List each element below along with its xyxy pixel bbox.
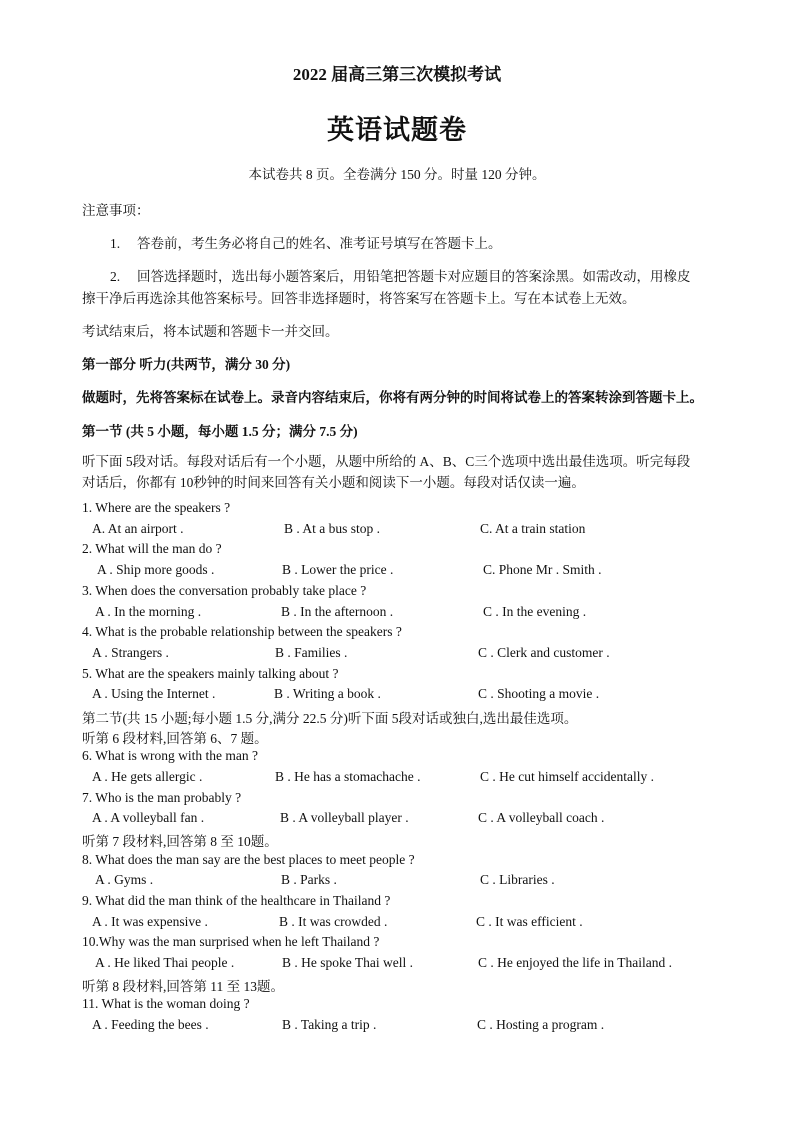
note-item-1: 1. 答卷前，考生务必将自己的姓名、准考证号填写在答题卡上。: [110, 236, 502, 251]
question-3-option-c: C . In the evening .: [483, 604, 587, 619]
material-6-instruction: 听第 6 段材料,回答第 6、7 题。: [82, 731, 268, 746]
question-11: 11. What is the woman doing ?: [82, 996, 250, 1011]
question-1: 1. Where are the speakers ?: [82, 500, 231, 515]
question-6: 6. What is wrong with the man ?: [82, 748, 258, 763]
question-5-option-a: A . Using the Internet .: [92, 686, 216, 701]
question-11-option-b: B . Taking a trip .: [282, 1017, 377, 1032]
question-9-option-b: B . It was crowded .: [279, 914, 388, 929]
notes-end: 考试结束后，将本试题和答题卡一并交回。: [82, 324, 339, 339]
question-9-option-c: C . It was efficient .: [476, 914, 583, 929]
note-item-2-line-2: 擦干净后再选涂其他答案标号。回答非选择题时，将答案写在答题卡上。写在本试卷上无效。: [82, 291, 636, 306]
question-10-option-a: A . He liked Thai people .: [95, 955, 235, 970]
question-4-option-c: C . Clerk and customer .: [478, 645, 610, 660]
question-8: 8. What does the man say are the best places to meet people ?: [82, 852, 415, 867]
notes-heading: 注意事项：: [82, 203, 150, 218]
question-10: 10.Why was the man surprised when he left Thailand ?: [82, 934, 380, 949]
exam-title: 2022 届高三第三次模拟考试: [292, 65, 502, 84]
question-10-option-b: B . He spoke Thai well .: [282, 955, 413, 970]
question-8-option-a: A . Gyms .: [95, 872, 154, 887]
question-1-option-c: C. At a train station: [480, 521, 586, 536]
question-11-option-a: A . Feeding the bees .: [92, 1017, 209, 1032]
question-7-option-a: A . A volleyball fan .: [92, 810, 205, 825]
section1-desc-line-1: 听下面 5段对话。每段对话后有一个小题，从题中所给的 A、B、C三个选项中选出最佳选项。听完每段: [82, 454, 691, 469]
question-6-option-b: B . He has a stomachache .: [275, 769, 421, 784]
note-item-2-line-1: 2. 回答选择题时，选出每小题答案后，用铅笔把答题卡对应题目的答案涂黑。如需改动，用橡皮: [110, 269, 691, 284]
material-8-instruction: 听第 8 段材料,回答第 11 至 13题。: [82, 979, 284, 994]
question-7: 7. Who is the man probably ?: [82, 790, 242, 805]
section2-heading: 第二节(共 15 小题;每小题 1.5 分,满分 22.5 分)听下面 5段对话或独白,选出最佳选项。: [82, 711, 578, 726]
question-5-option-b: B . Writing a book .: [274, 686, 381, 701]
question-5-option-c: C . Shooting a movie .: [478, 686, 600, 701]
question-6-option-c: C . He cut himself accidentally .: [480, 769, 654, 784]
question-3: 3. When does the conversation probably take place ?: [82, 583, 367, 598]
question-4-option-b: B . Families .: [275, 645, 348, 660]
question-4: 4. What is the probable relationship between the speakers ?: [82, 624, 402, 639]
question-7-option-c: C . A volleyball coach .: [478, 810, 605, 825]
question-7-option-b: B . A volleyball player .: [280, 810, 409, 825]
question-2-option-b: B . Lower the price .: [282, 562, 394, 577]
section1-desc-line-2: 对话后，你都有 10秒钟的时间来回答有关小题和阅读下一小题。每段对话仅读一遍。: [82, 475, 585, 490]
question-11-option-c: C . Hosting a program .: [477, 1017, 605, 1032]
question-2-option-a: A . Ship more goods .: [97, 562, 215, 577]
question-9: 9. What did the man think of the healthcare in Thailand ?: [82, 893, 391, 908]
question-4-option-a: A . Strangers .: [92, 645, 169, 660]
question-9-option-a: A . It was expensive .: [92, 914, 208, 929]
question-1-option-a: A. At an airport .: [92, 521, 184, 536]
question-3-option-a: A . In the morning .: [95, 604, 202, 619]
part1-instruction: 做题时，先将答案标在试卷上。录音内容结束后，你将有两分钟的时间将试卷上的答案转涂到答题卡上。: [82, 390, 703, 405]
exam-info: 本试卷共 8 页。全卷满分 150 分。时量 120 分钟。: [248, 167, 546, 182]
question-1-option-b: B . At a bus stop .: [284, 521, 381, 536]
question-5: 5. What are the speakers mainly talking about ?: [82, 666, 339, 681]
part1-heading: 第一部分 听力(共两节，满分 30 分): [82, 357, 291, 372]
question-2-option-c: C. Phone Mr . Smith .: [483, 562, 602, 577]
question-3-option-b: B . In the afternoon .: [281, 604, 394, 619]
paper-title: 英语试题卷: [327, 115, 467, 145]
question-6-option-a: A . He gets allergic .: [92, 769, 203, 784]
section1-heading: 第一节 (共 5 小题，每小题 1.5 分；满分 7.5 分): [82, 424, 358, 439]
question-8-option-b: B . Parks .: [281, 872, 337, 887]
question-2: 2. What will the man do ?: [82, 541, 222, 556]
question-8-option-c: C . Libraries .: [480, 872, 555, 887]
question-10-option-c: C . He enjoyed the life in Thailand .: [478, 955, 672, 970]
material-7-instruction: 听第 7 段材料,回答第 8 至 10题。: [82, 834, 278, 849]
